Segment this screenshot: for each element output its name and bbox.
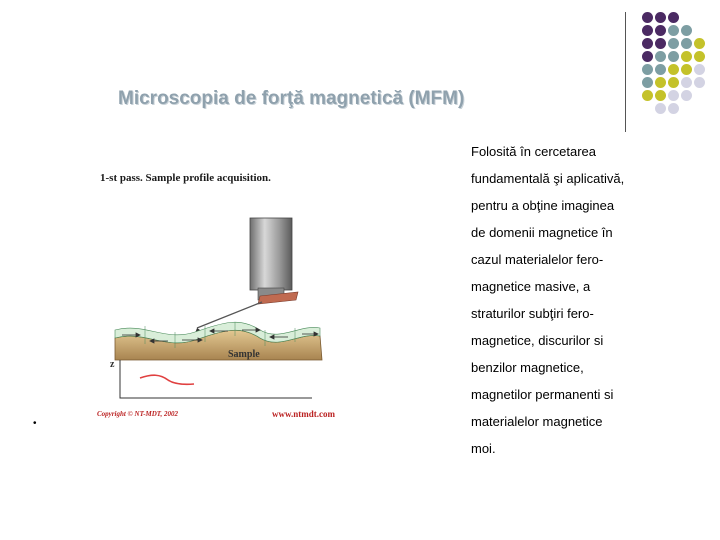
figure-caption: 1-st pass. Sample profile acquisition. [100,172,271,184]
decorative-divider [625,12,626,132]
description-line: magnetilor permanenti si [471,387,614,402]
scanner-body [250,218,292,290]
description-line: magnetice, discurilor si [471,333,604,348]
description-line: pentru a obţine imaginea [471,198,615,213]
description-line: fundamentală şi aplicativă, [471,171,625,186]
bullet-point: • [33,418,37,429]
profile-trace [140,375,194,384]
description-line: cazul materialelor fero- [471,252,604,267]
description-line: straturilor subţiri fero- [471,306,594,321]
z-axis-label: z [110,359,115,370]
decorative-dot-grid [640,10,720,120]
figure-copyright: Copyright © NT-MDT, 2002 [97,410,178,418]
description-line: moi. [471,441,496,456]
description-line: Folosită în cercetarea [471,144,597,159]
description-line: de domenii magnetice în [471,225,613,240]
figure-url: www.ntmdt.com [272,409,335,419]
description-line: magnetice masive, a [471,279,591,294]
slide-title: Microscopia de forţă magnetică (MFM) [118,88,465,109]
z-axis [120,360,312,398]
mfm-figure [90,160,360,430]
description-line: benzilor magnetice, [471,360,584,375]
description-line: materialelor magnetice [471,414,603,429]
mfm-diagram [90,160,360,430]
description-text [471,138,711,462]
sample-label: Sample [228,349,260,360]
